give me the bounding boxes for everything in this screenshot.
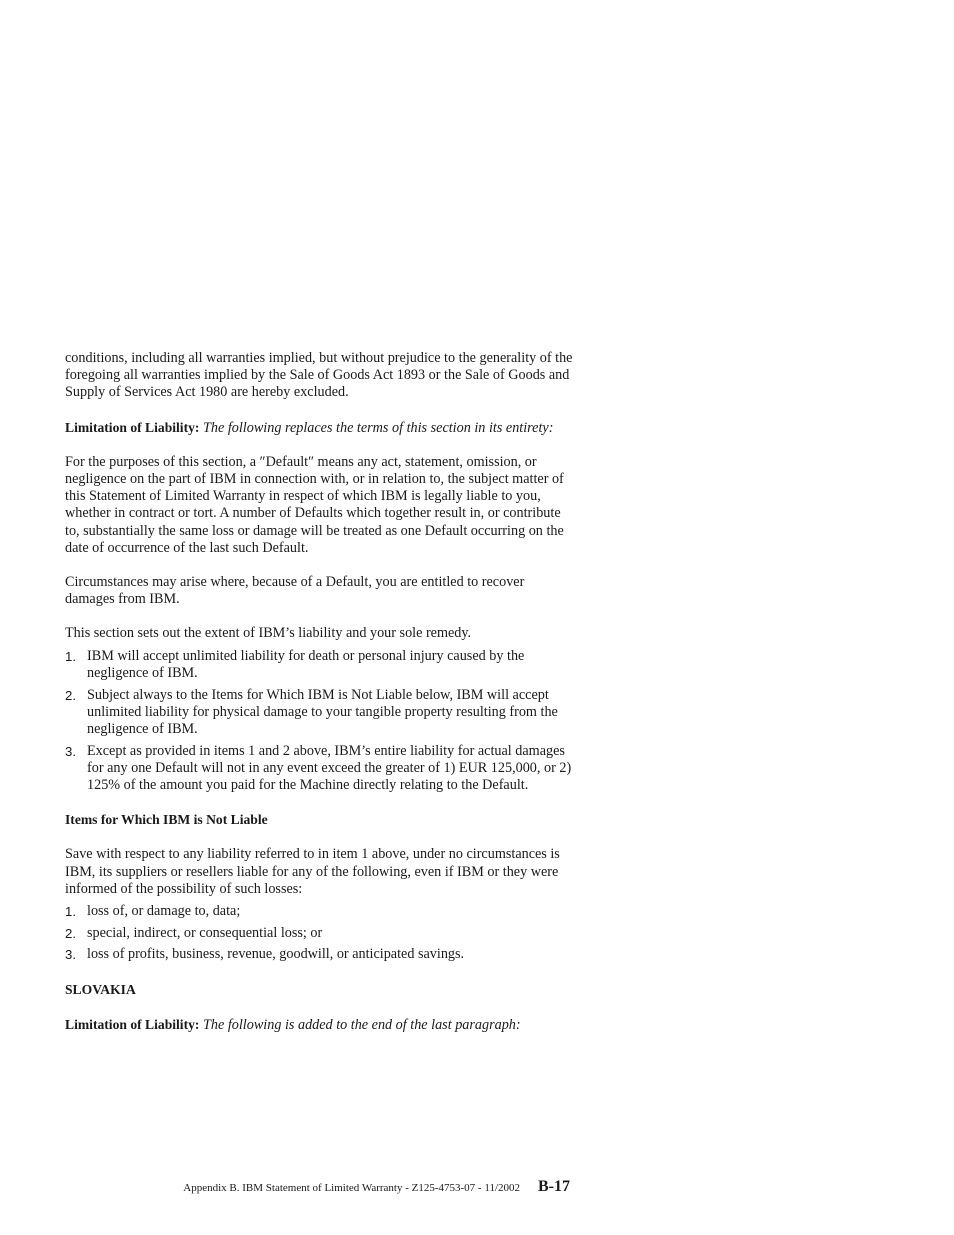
- list-item-text: Except as provided in items 1 and 2 above, IBM’s entire liability for actual damages for any one Default will not in any event exceed the greater of 1) EUR 125,000, or 2) 125% of the amount you paid for the Machine directly relating to the Default.: [87, 742, 572, 794]
- list-item-text: loss of, or damage to, data;: [87, 903, 241, 920]
- items-not-liable-heading: Items for Which IBM is Not Liable: [65, 812, 268, 828]
- list-item: [65, 925, 575, 942]
- not-liable-list: [65, 903, 575, 964]
- list-item: [65, 946, 575, 963]
- paragraph-default-definition: For the purposes of this section, a ″Default″ means any act, statement, omission, or negligence on the part of IBM in connection with, or in relation to, the subject matter of this Statement of Limited Warranty in respect of which IBM is legally liable to you, whether in contract or tort. A number of Defaults which together result in, or contribute to, substantially the same loss or damage will be treated as one Default occurring on the date of occurrence of the last such Default.: [65, 453, 564, 556]
- paragraph-save-with-respect: Save with respect to any liability referred to in item 1 above, under no circumstances is IBM, its suppliers or resellers liable for any of the following, even if IBM or they were informed of the possibility of such losses:: [65, 846, 560, 897]
- paragraph-conditions: conditions, including all warranties implied, but without prejudice to the generality of the foregoing all warranties implied by the Sale of Goods Act 1893 or the Sale of Goods and Supply of Services Act 1980 are hereby excluded.: [65, 350, 573, 401]
- list-item: [65, 903, 575, 920]
- paragraph-extent: This section sets out the extent of IBM’s liability and your sole remedy.: [65, 625, 472, 642]
- list-item-number: 2.: [65, 687, 76, 703]
- limitation-of-liability-intro: [65, 419, 575, 437]
- slovakia-heading: SLOVAKIA: [65, 981, 136, 997]
- list-item-text: loss of profits, business, revenue, goodwill, or anticipated savings.: [87, 946, 465, 963]
- list-item-text: IBM will accept unlimited liability for death or personal injury caused by the negligence of IBM.: [87, 647, 525, 681]
- liability-list: [65, 648, 575, 795]
- limitation-of-liability-heading: Limitation of Liability:: [65, 419, 200, 435]
- page-footer: [155, 1178, 570, 1196]
- list-item-number: 1.: [65, 904, 76, 920]
- list-item: [65, 687, 575, 739]
- limitation-of-liability-note: The following replaces the terms of this section in its entirety:: [202, 419, 554, 436]
- list-item: [65, 648, 575, 682]
- footer-text: Appendix B. IBM Statement of Limited Warranty - Z125-4753-07 - 11/2002: [183, 1182, 520, 1194]
- list-item-text: Subject always to the Items for Which IBM is Not Liable below, IBM will accept unlimited liability for physical damage to your tangible property resulting from the negligence of IBM.: [87, 686, 558, 737]
- limitation-of-liability-heading: Limitation of Liability:: [65, 1016, 200, 1032]
- document-body: [65, 350, 575, 1034]
- limitation-of-liability-note: The following is added to the end of the last paragraph:: [202, 1016, 521, 1033]
- list-item-text: special, indirect, or consequential loss; or: [87, 924, 323, 941]
- list-item-number: 3.: [65, 947, 76, 963]
- list-item: [65, 743, 575, 795]
- limitation-of-liability-slovakia: [65, 1016, 575, 1034]
- list-item-number: 3.: [65, 743, 76, 759]
- page-number: B-17: [538, 1178, 570, 1195]
- paragraph-circumstances: Circumstances may arise where, because of a Default, you are entitled to recover damages from IBM.: [65, 574, 525, 608]
- list-item-number: 1.: [65, 648, 76, 664]
- list-item-number: 2.: [65, 925, 76, 941]
